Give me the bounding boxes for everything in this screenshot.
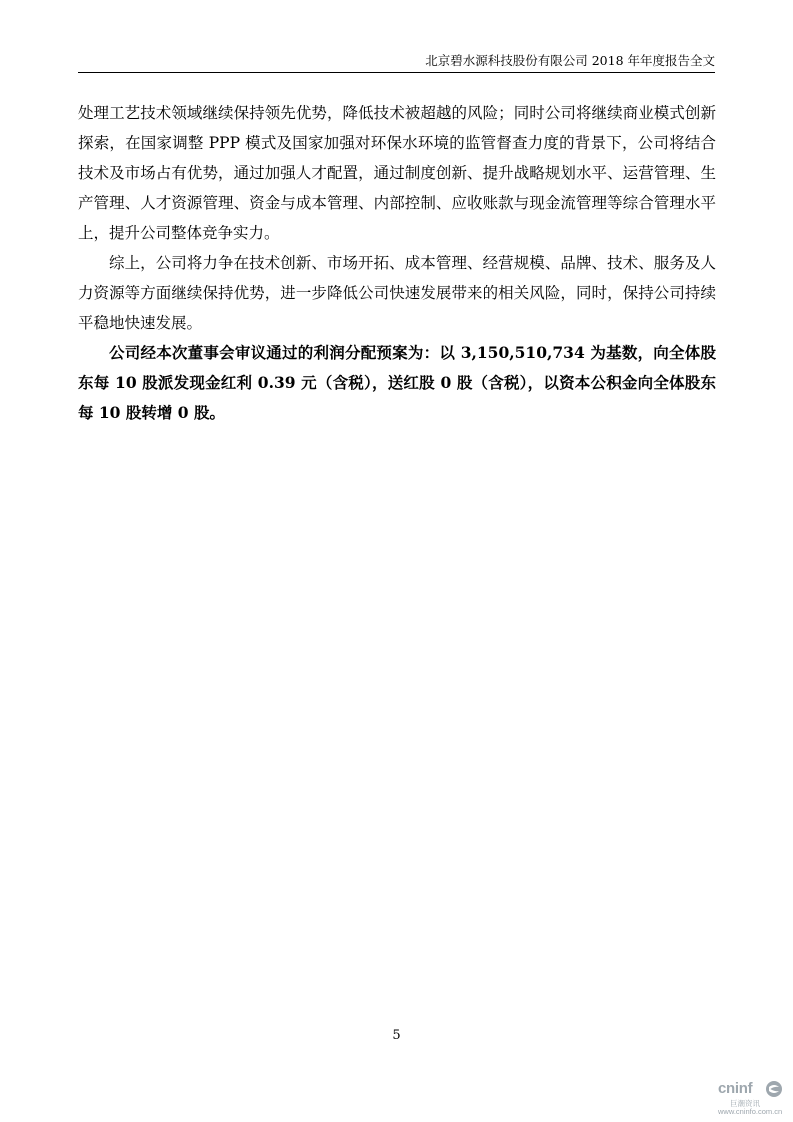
paragraph-continuation: 处理工艺技术领域继续保持领先优势，降低技术被超越的风险；同时公司将继续商业模式创新探索，在国家调整 PPP 模式及国家加强对环保水环境的监管督查力度的背景下，公司将结合技术及市场占有优势，通过加强人才配置，通过制度创新、提升战略规划水平、运营管理、生产管理、人才资源管理、资金与成本管理、内部控制、应收账款与现金流管理等综合管理水平上，提升公司整体竞争实力。 (78, 104, 716, 242)
watermark-url: www.cninfo.com.cn (718, 1107, 783, 1116)
cninfo-watermark (718, 1080, 788, 1116)
watermark-subtitle: 巨潮资讯 (730, 1099, 760, 1108)
page-header (78, 50, 715, 73)
cninfo-swirl-icon (765, 1080, 783, 1098)
report-title: 北京碧水源科技股份有限公司 2018 年年度报告全文 (425, 53, 715, 68)
paragraph-summary: 综上，公司将力争在技术创新、市场开拓、成本管理、经营规模、品牌、技术、服务及人力资源等方面继续保持优势，进一步降低公司快速发展带来的相关风险，同时，保持公司持续平稳地快速发展。 (78, 254, 716, 332)
watermark-logo-text: cninf (718, 1080, 753, 1097)
document-body (78, 98, 716, 428)
page-number: 5 (392, 1028, 401, 1043)
paragraph-profit-distribution: 公司经本次董事会审议通过的利润分配预案为：以 3,150,510,734 为基数，向全体股东每 10 股派发现金红利 0.39 元（含税），送红股 0 股（含税），以资本公积金向全体股东每 10 股转增 0 股。 (78, 343, 716, 422)
